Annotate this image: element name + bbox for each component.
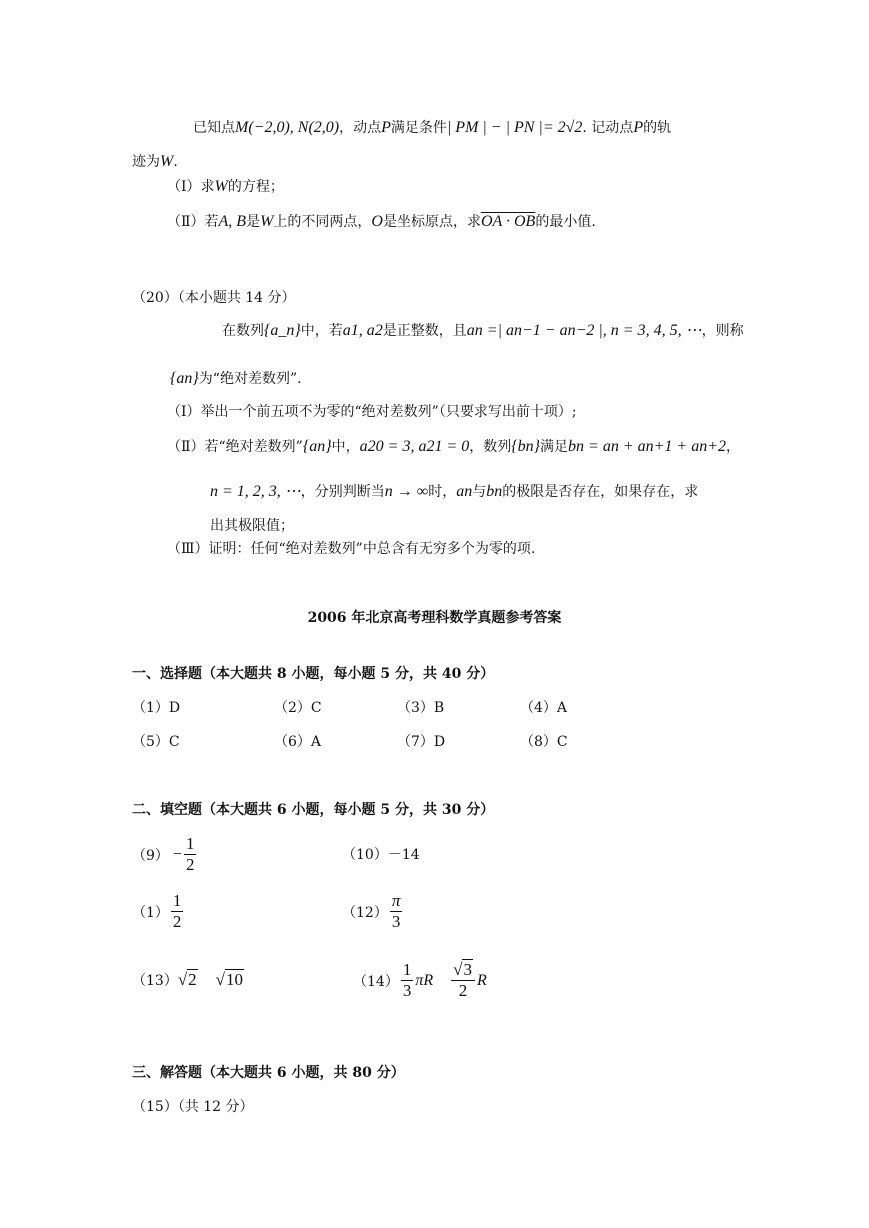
text: （Ⅱ）若: [167, 214, 219, 230]
text: 与: [472, 484, 487, 500]
p19-part1: [167, 177, 284, 197]
radicand: 10: [226, 970, 244, 989]
math-p: P: [381, 119, 391, 136]
fill-answer-12: [342, 891, 404, 932]
numerator: √3: [451, 960, 475, 981]
pi-symbol: π: [391, 891, 401, 910]
p20-part2: [167, 437, 740, 457]
math-w: W: [214, 178, 228, 195]
fraction: [184, 834, 197, 875]
radicand: 2: [188, 970, 197, 989]
math-seq: {an}: [170, 370, 199, 387]
math-rule: an =| an−1 − an−2 |, n = 3, 4, 5, ⋯: [466, 322, 702, 339]
fill-answer-11: [132, 891, 185, 932]
denominator: 2: [172, 912, 182, 931]
text: ，则称: [701, 323, 744, 339]
math-bn: {bn}: [511, 438, 541, 455]
text: 在数列: [222, 323, 264, 339]
choice-answer: （1）D: [132, 700, 181, 716]
p19-line2: [132, 152, 178, 172]
math-rule: bn = an + an+1 + an+2: [568, 438, 727, 455]
text: （Ⅰ）求: [167, 179, 215, 195]
fraction: [401, 960, 414, 1001]
text: 是坐标原点，求: [382, 214, 481, 230]
text: 为“绝对差数列”.: [198, 371, 302, 387]
fill-answer-9: [132, 834, 198, 875]
text: ，动点: [339, 120, 382, 136]
section-fill-heading: 二、填空题（本大题共 6 小题，每小题 5 分，共 30 分）: [132, 802, 495, 818]
choice-answer: （3）B: [397, 700, 445, 716]
text: 的最小值.: [535, 214, 596, 230]
answer-label: （10）: [342, 847, 388, 863]
choice-answer: （4）A: [520, 700, 568, 716]
math-condition: | PM | − | PN |= 2√2: [446, 119, 583, 136]
math-o: O: [371, 213, 383, 230]
text: ，: [726, 439, 741, 455]
answer-label: （14）: [353, 973, 399, 990]
fraction: [390, 891, 403, 932]
p20-line1: [222, 321, 744, 341]
text: 是: [246, 214, 261, 230]
text: 满足: [540, 439, 569, 455]
fraction: [451, 960, 475, 1001]
answer-value: －14: [387, 847, 420, 863]
numerator: 1: [185, 834, 195, 853]
math-tail: R: [476, 971, 487, 989]
text: 迹为: [132, 154, 160, 170]
numerator: [390, 891, 403, 912]
numerator: 1: [402, 960, 412, 979]
p20-part2-line3: 出其极限值；: [210, 518, 294, 534]
p20-header: （20）（本小题共 14 分）: [132, 290, 296, 306]
p19-part2: [167, 212, 596, 232]
answer-label: （13）: [132, 973, 178, 989]
fraction: [171, 891, 184, 932]
math-tail: πR: [415, 971, 434, 989]
fill-answer-14: [353, 960, 487, 1001]
choice-answer: （7）D: [397, 734, 446, 750]
text: . 记动点: [582, 120, 634, 136]
text: ，分别判断当: [300, 484, 385, 500]
text: .: [173, 154, 178, 170]
math-values: a20 = 3, a21 = 0: [359, 438, 470, 455]
text: 的轨: [643, 120, 672, 136]
math-seq: {an}: [302, 438, 332, 455]
math-an: an: [456, 483, 473, 500]
fill-answer-10: [342, 845, 420, 865]
math-w: W: [260, 213, 274, 230]
sqrt-expression: √2: [177, 970, 197, 989]
text: 上的不同两点，: [273, 214, 372, 230]
math-p: P: [633, 119, 644, 136]
math-n: n = 1, 2, 3, ⋯: [210, 483, 301, 500]
sqrt-expression: √10: [215, 970, 244, 989]
p20-part2-line2: [210, 482, 698, 502]
math-a12: a1, a2: [342, 322, 383, 339]
math-w: W: [160, 153, 174, 170]
answer-label: （9）: [132, 847, 169, 864]
math-bn: bn: [486, 483, 503, 500]
denominator: 2: [185, 855, 195, 874]
fill-answer-13: [132, 970, 244, 990]
p20-part3: （Ⅲ）证明：任何“绝对差数列”中总含有无穷多个为零的项.: [167, 541, 536, 557]
denominator: 3: [391, 912, 401, 931]
text: ，数列: [469, 439, 512, 455]
text: （Ⅱ）若“绝对差数列”: [167, 439, 303, 455]
choice-answer: （8）C: [520, 734, 568, 750]
numerator: 1: [172, 891, 182, 910]
text: 的极限是否存在，如果存在，求: [502, 484, 699, 500]
text: 是正整数，且: [382, 323, 467, 339]
denominator: 3: [402, 981, 412, 1000]
choice-answer: （2）C: [274, 700, 322, 716]
math-vector-product: OA · OB: [480, 213, 536, 230]
choice-answer: （5）C: [132, 734, 180, 750]
math-points: M(−2,0), N(2,0): [235, 119, 340, 136]
choice-answer: （6）A: [274, 734, 322, 750]
p19-line1: [193, 118, 671, 138]
text: 中，若: [300, 323, 343, 339]
q15-header: （15）（共 12 分）: [132, 1099, 254, 1115]
text: 时，: [428, 484, 457, 500]
text: 中，: [331, 439, 360, 455]
minus-sign: −: [172, 845, 182, 863]
answer-label: （12）: [342, 904, 388, 921]
denominator: 2: [458, 981, 468, 1000]
radicand: 3: [463, 960, 472, 979]
text: 满足条件: [390, 120, 447, 136]
answer-label: （1）: [132, 904, 169, 921]
p20-line2: [170, 369, 302, 389]
math-seq: {a_n}: [264, 322, 301, 339]
section-choice-heading: 一、选择题（本大题共 8 小题，每小题 5 分，共 40 分）: [132, 666, 495, 682]
math-ab: A, B: [218, 213, 247, 230]
text: 的方程；: [227, 179, 284, 195]
section-solution-heading: 三、解答题（本大题共 6 小题，共 80 分）: [132, 1065, 405, 1081]
p20-part1: （Ⅰ）举出一个前五项不为零的“绝对差数列”（只要求写出前十项）;: [167, 404, 577, 420]
answer-title: 2006 年北京高考理科数学真题参考答案: [307, 610, 562, 626]
text: 已知点: [193, 120, 235, 136]
math-limit: n → ∞: [384, 483, 429, 500]
